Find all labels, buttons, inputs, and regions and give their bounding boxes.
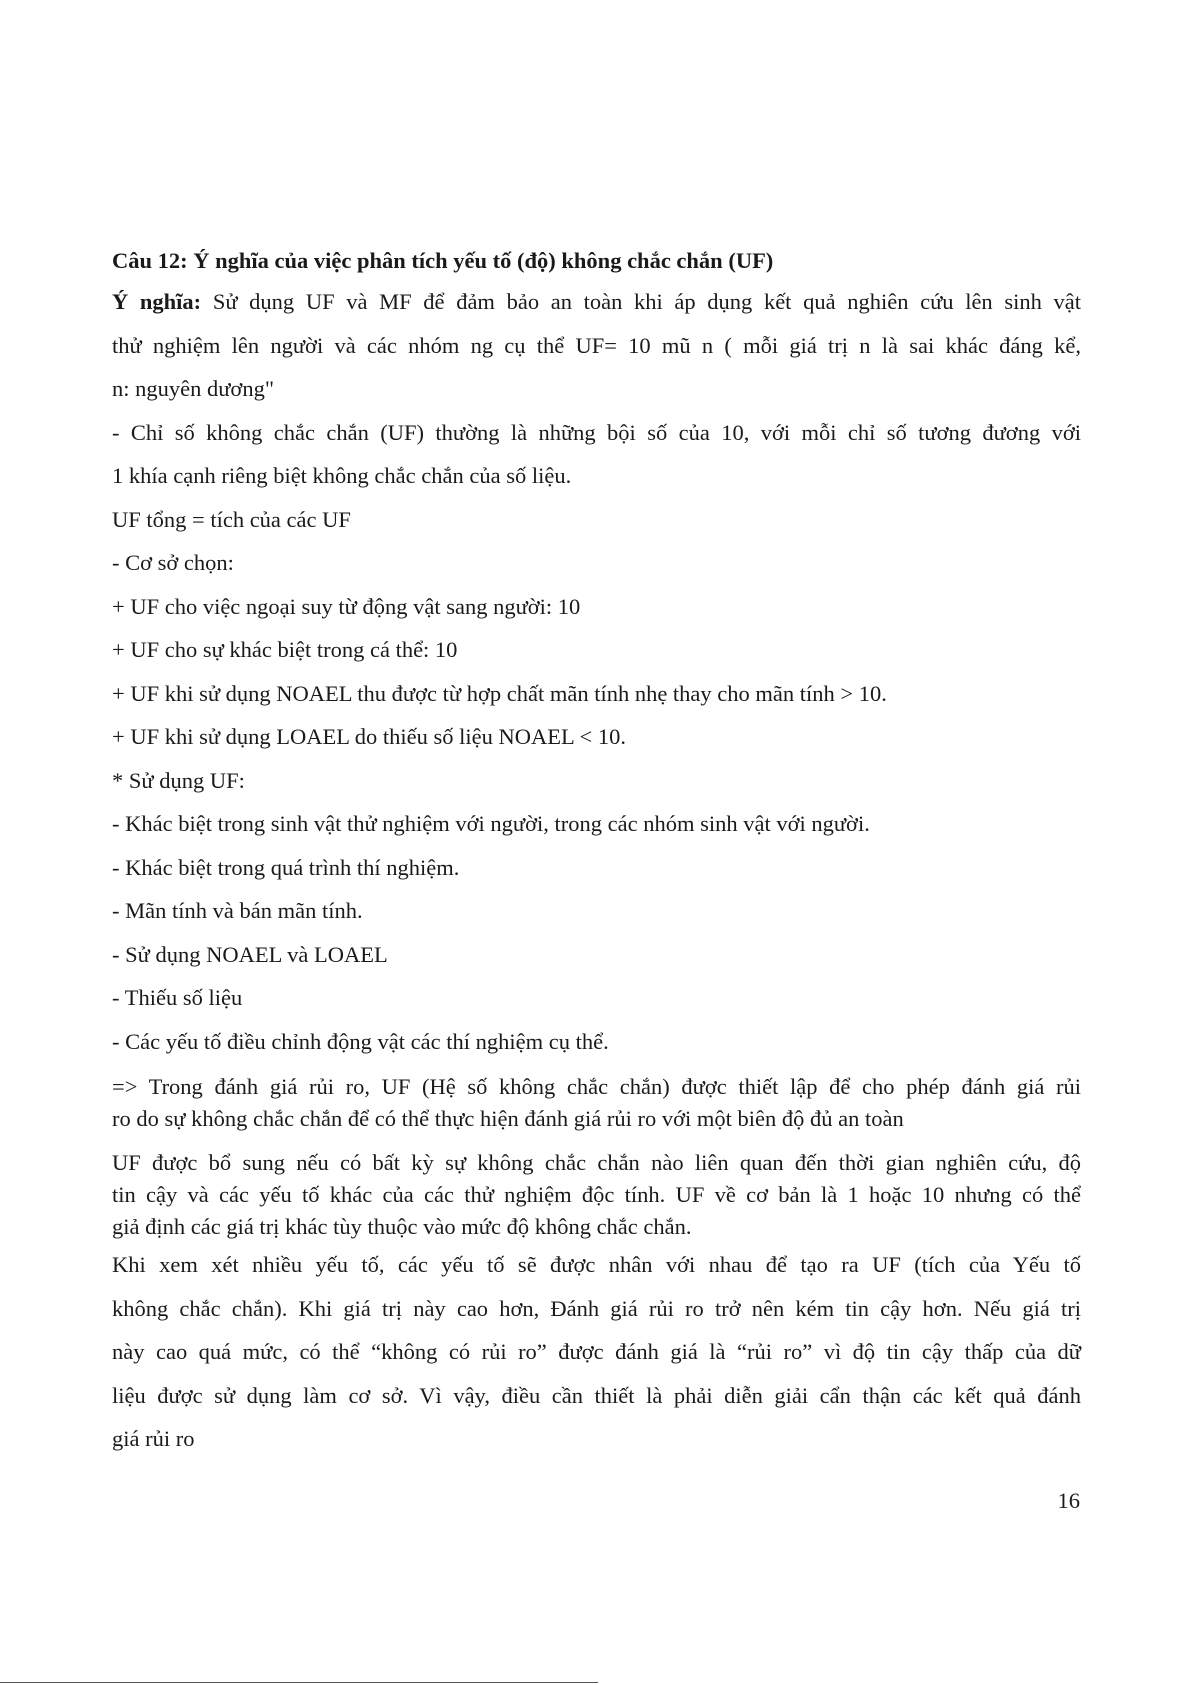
conclusion-line-1: => Trong đánh giá rủi ro, UF (Hệ số không chắc chắn) được thiết lập để cho phép đánh giá rủi [112, 1074, 1081, 1099]
final-line-5: giá rủi ro [112, 1426, 195, 1451]
uf-desc-line-1: - Chỉ số không chắc chắn (UF) thường là những bội số của 10, với mỗi chỉ số tương đương với [112, 419, 1081, 445]
final-line-1: Khi xem xét nhiều yếu tố, các yếu tố sẽ được nhân với nhau để tạo ra UF (tích của Yếu tố [112, 1252, 1081, 1277]
conclusion-paragraph [112, 1071, 1081, 1135]
supplement-line-3: giả định các giá trị khác tùy thuộc vào mức độ không chắc chắn. [112, 1214, 692, 1239]
basis-item: + UF khi sử dụng NOAEL thu được từ hợp chất mãn tính nhẹ thay cho mãn tính > 10. [112, 680, 887, 706]
meaning-label: Ý nghĩa: [112, 289, 202, 314]
meaning-paragraph [112, 280, 1081, 411]
usage-item: - Thiếu số liệu [112, 985, 243, 1010]
supplement-line-1: UF được bổ sung nếu có bất kỳ sự không chắc chắn nào liên quan đến thời gian nghiên cứu, độ [112, 1150, 1081, 1175]
usage-heading: * Sử dụng UF: [112, 767, 245, 793]
basis-item: + UF khi sử dụng LOAEL do thiếu số liệu NOAEL < 10. [112, 724, 626, 749]
final-line-4: liệu được sử dụng làm cơ sở. Vì vậy, điều cần thiết là phải diễn giải cẩn thận các kết quả đánh [112, 1382, 1081, 1408]
usage-item: - Khác biệt trong sinh vật thử nghiệm với người, trong các nhóm sinh vật với người. [112, 811, 870, 836]
bottom-rule [0, 1682, 598, 1683]
usage-item: - Sử dụng NOAEL và LOAEL [112, 941, 388, 967]
meaning-line-2: thử nghiệm lên người và các nhóm ng cụ thể UF= 10 mũ n ( mỗi giá trị n là sai khác đáng kể, [112, 332, 1081, 358]
final-line-2: không chắc chắn). Khi giá trị này cao hơn, Đánh giá rủi ro trở nên kém tin cậy hơn. Nếu giá trị [112, 1295, 1081, 1321]
uf-desc-line-2: 1 khía cạnh riêng biệt không chắc chắn của số liệu. [112, 463, 572, 488]
basis-item: + UF cho việc ngoại suy từ động vật sang người: 10 [112, 593, 581, 619]
usage-item: - Mãn tính và bán mãn tính. [112, 898, 363, 923]
conclusion-line-2: ro do sự không chắc chắn để có thể thực hiện đánh giá rủi ro với một biên độ đủ an toàn [112, 1106, 904, 1131]
basis-item: + UF cho sự khác biệt trong cá thể: 10 [112, 637, 458, 662]
final-line-3: này cao quá mức, có thể “không có rủi ro” được đánh giá là “rủi ro” vì độ tin cậy thấp của dữ [112, 1339, 1081, 1364]
question-title: Câu 12: Ý nghĩa của việc phân tích yếu tố (độ) không chắc chắn (UF) [112, 248, 774, 273]
supplement-paragraph [112, 1147, 1081, 1243]
meaning-line-1 [112, 280, 1081, 324]
page-number: 16 [1057, 1488, 1080, 1513]
page-content [112, 242, 1081, 1461]
usage-item: - Khác biệt trong quá trình thí nghiệm. [112, 854, 460, 880]
supplement-line-2: tin cậy và các yếu tố khác của các thử nghiệm độc tính. UF về cơ bản là 1 hoặc 10 nhưng có thể [112, 1182, 1081, 1207]
basis-heading: - Cơ sở chọn: [112, 550, 234, 575]
usage-item: - Các yếu tố điều chỉnh động vật các thí nghiệm cụ thể. [112, 1028, 609, 1054]
meaning-text-1: Sử dụng UF và MF để đảm bảo an toàn khi áp dụng kết quả nghiên cứu lên sinh vật [201, 289, 1081, 314]
uf-total: UF tổng = tích của các UF [112, 506, 351, 532]
final-paragraph [112, 1243, 1081, 1461]
meaning-line-3: n: nguyên dương" [112, 376, 275, 401]
uf-description [112, 411, 1081, 498]
